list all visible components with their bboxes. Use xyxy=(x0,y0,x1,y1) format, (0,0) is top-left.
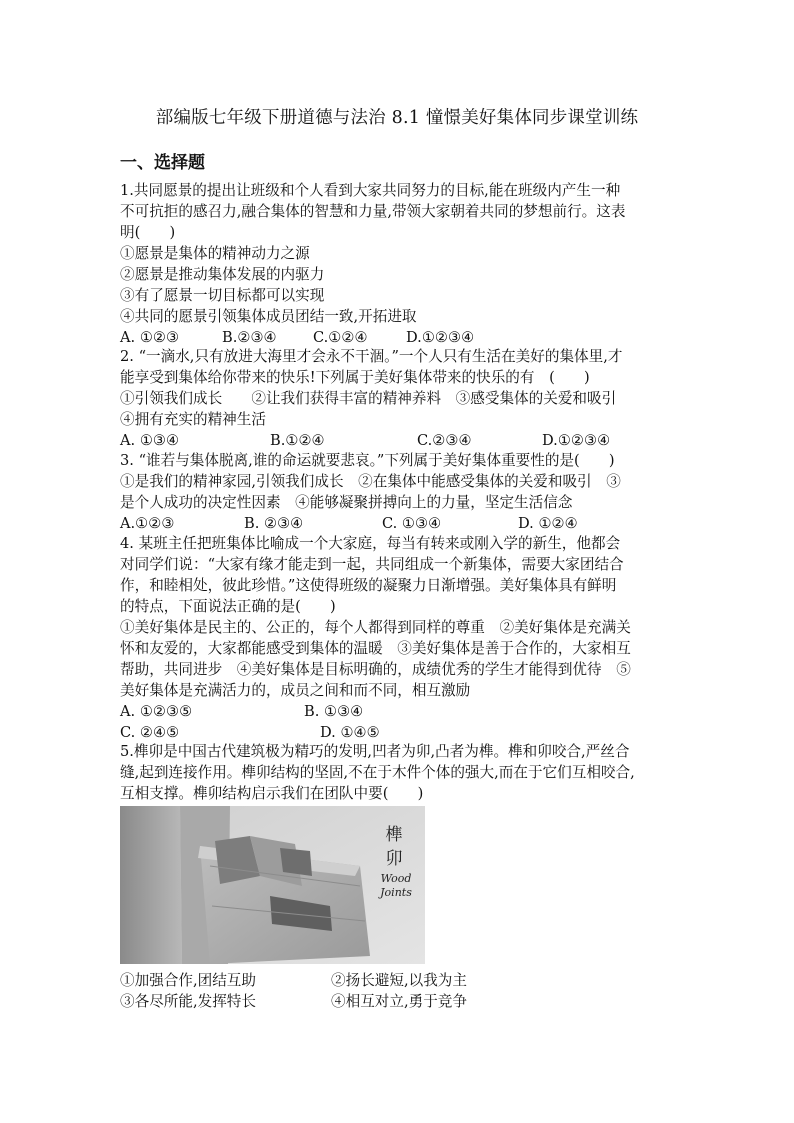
statements-line: 帮助，共同进步 ④美好集体是目标明确的，成绩优秀的学生才能得到优待 ⑤ xyxy=(120,661,631,678)
answer-options xyxy=(120,513,680,534)
question-text-line: 作，和睦相处，彼此珍惜。”这使得班级的凝聚力日渐增强。美好集体具有鲜明 xyxy=(120,577,617,594)
question-text-line: 的特点，下面说法正确的是( ) xyxy=(120,598,336,615)
question-text-line: 明( ) xyxy=(120,224,176,241)
statement-1: ①愿景是集体的精神动力之源 xyxy=(120,245,310,262)
question-text-line: 4. 某班主任把班集体比喻成一个大家庭，每当有转来或刚入学的新生，他都会 xyxy=(120,535,621,552)
option-c: C.②③④ xyxy=(417,432,472,449)
image-caption-cn-2: 卯 xyxy=(385,849,403,869)
section-heading: 一、选择题 xyxy=(120,153,205,173)
answer-options xyxy=(120,430,680,451)
statements-line: ④拥有充实的精神生活 xyxy=(120,411,266,428)
image-caption-cn-1: 榫 xyxy=(385,825,403,845)
option-a: A. ①③④ xyxy=(120,432,180,449)
statements-line: ①是我们的精神家园,引领我们成长 ②在集体中能感受集体的关爱和吸引 ③ xyxy=(120,473,621,490)
question-text-line: 对同学们说：“大家有缘才能走到一起，共同组成一个新集体，需要大家团结合 xyxy=(120,556,624,573)
option-a: A. ①②③⑤ xyxy=(120,703,193,720)
option-d: D.①②③④ xyxy=(406,329,475,346)
answer-options-row-1 xyxy=(120,701,680,722)
question-2 xyxy=(120,346,680,451)
page-title: 部编版七年级下册道德与法治 8.1 憧憬美好集体同步课堂训练 xyxy=(155,108,639,128)
option-a: A.①②③ xyxy=(120,515,175,532)
choices-row-2 xyxy=(120,991,680,1012)
choice-1: ①加强合作,团结互助 xyxy=(120,972,256,989)
choices-row-1 xyxy=(120,970,680,991)
answer-options-row-2 xyxy=(120,722,680,743)
choice-3: ③各尽所能,发挥特长 xyxy=(120,993,256,1010)
statements-line: 是个人成功的决定性因素 ④能够凝聚拼搏向上的力量，坚定生活信念 xyxy=(120,494,573,511)
question-text-line: 能享受到集体给你带来的快乐!下列属于美好集体带来的快乐的有 ( ) xyxy=(120,369,590,386)
option-d: D.①②③④ xyxy=(542,432,611,449)
statements-line: 美好集体是充满活力的，成员之间和而不同，相互激励 xyxy=(120,682,471,699)
option-c: C.①②④ xyxy=(313,329,368,346)
question-1 xyxy=(120,180,680,348)
question-3 xyxy=(120,450,680,534)
choice-2: ②扬长避短,以我为主 xyxy=(331,972,467,989)
question-text-line: 5.榫卯是中国古代建筑极为精巧的发明,凹者为卯,凸者为榫。榫和卯咬合,严丝合 xyxy=(120,743,630,760)
question-text-line: 互相支撑。榫卯结构启示我们在团队中要( ) xyxy=(120,785,424,802)
image-caption-en-1: Wood xyxy=(380,872,412,885)
statements-line: ①美好集体是民主的、公正的，每个人都得到同样的尊重 ②美好集体是充满关 xyxy=(120,619,631,636)
question-5 xyxy=(120,741,680,804)
question-text-line: 缝,起到连接作用。榫卯结构的坚固,不在于木件个体的强大,而在于它们互相咬合, xyxy=(120,764,635,781)
statements-line: ①引领我们成长 ②让我们获得丰富的精神养料 ③感受集体的关爱和吸引 xyxy=(120,390,617,407)
question-5-choices xyxy=(120,970,680,1012)
statements-line: 怀和友爱的，大家都能感受到集体的温暖 ③美好集体是善于合作的，大家相互 xyxy=(120,640,631,657)
mortise-tenon-photo xyxy=(120,806,425,964)
question-text-line: 3. “谁若与集体脱离,谁的命运就要悲哀。”下列属于美好集体重要性的是( ) xyxy=(120,452,615,469)
option-b: B.①②④ xyxy=(270,432,325,449)
option-d: D. ①④⑤ xyxy=(320,724,380,741)
question-4 xyxy=(120,533,680,743)
option-b: B. ①③④ xyxy=(304,703,364,720)
question-text-line: 不可抗拒的感召力,融合集体的智慧和力量,带领大家朝着共同的梦想前行。这表 xyxy=(120,203,626,220)
option-c: C. ②④⑤ xyxy=(120,724,180,741)
option-a: A. ①②③ xyxy=(120,329,180,346)
statement-3: ③有了愿景一切目标都可以实现 xyxy=(120,287,325,304)
question-text-line: 2. “一滴水,只有放进大海里才会永不干涸。”一个人只有生活在美好的集体里,才 xyxy=(120,348,623,365)
option-b: B. ②③④ xyxy=(244,515,304,532)
option-c: C. ①③④ xyxy=(382,515,442,532)
option-b: B.②③④ xyxy=(222,329,277,346)
statement-2: ②愿景是推动集体发展的内驱力 xyxy=(120,266,325,283)
answer-options xyxy=(120,327,680,348)
option-d: D. ①②④ xyxy=(518,515,578,532)
choice-4: ④相互对立,勇于竞争 xyxy=(331,993,467,1010)
statement-4: ④共同的愿景引领集体成员团结一致,开拓进取 xyxy=(120,308,417,325)
image-caption-en-2: Joints xyxy=(380,886,412,899)
question-text-line: 1.共同愿景的提出让班级和个人看到大家共同努力的目标,能在班级内产生一种 xyxy=(120,182,621,199)
